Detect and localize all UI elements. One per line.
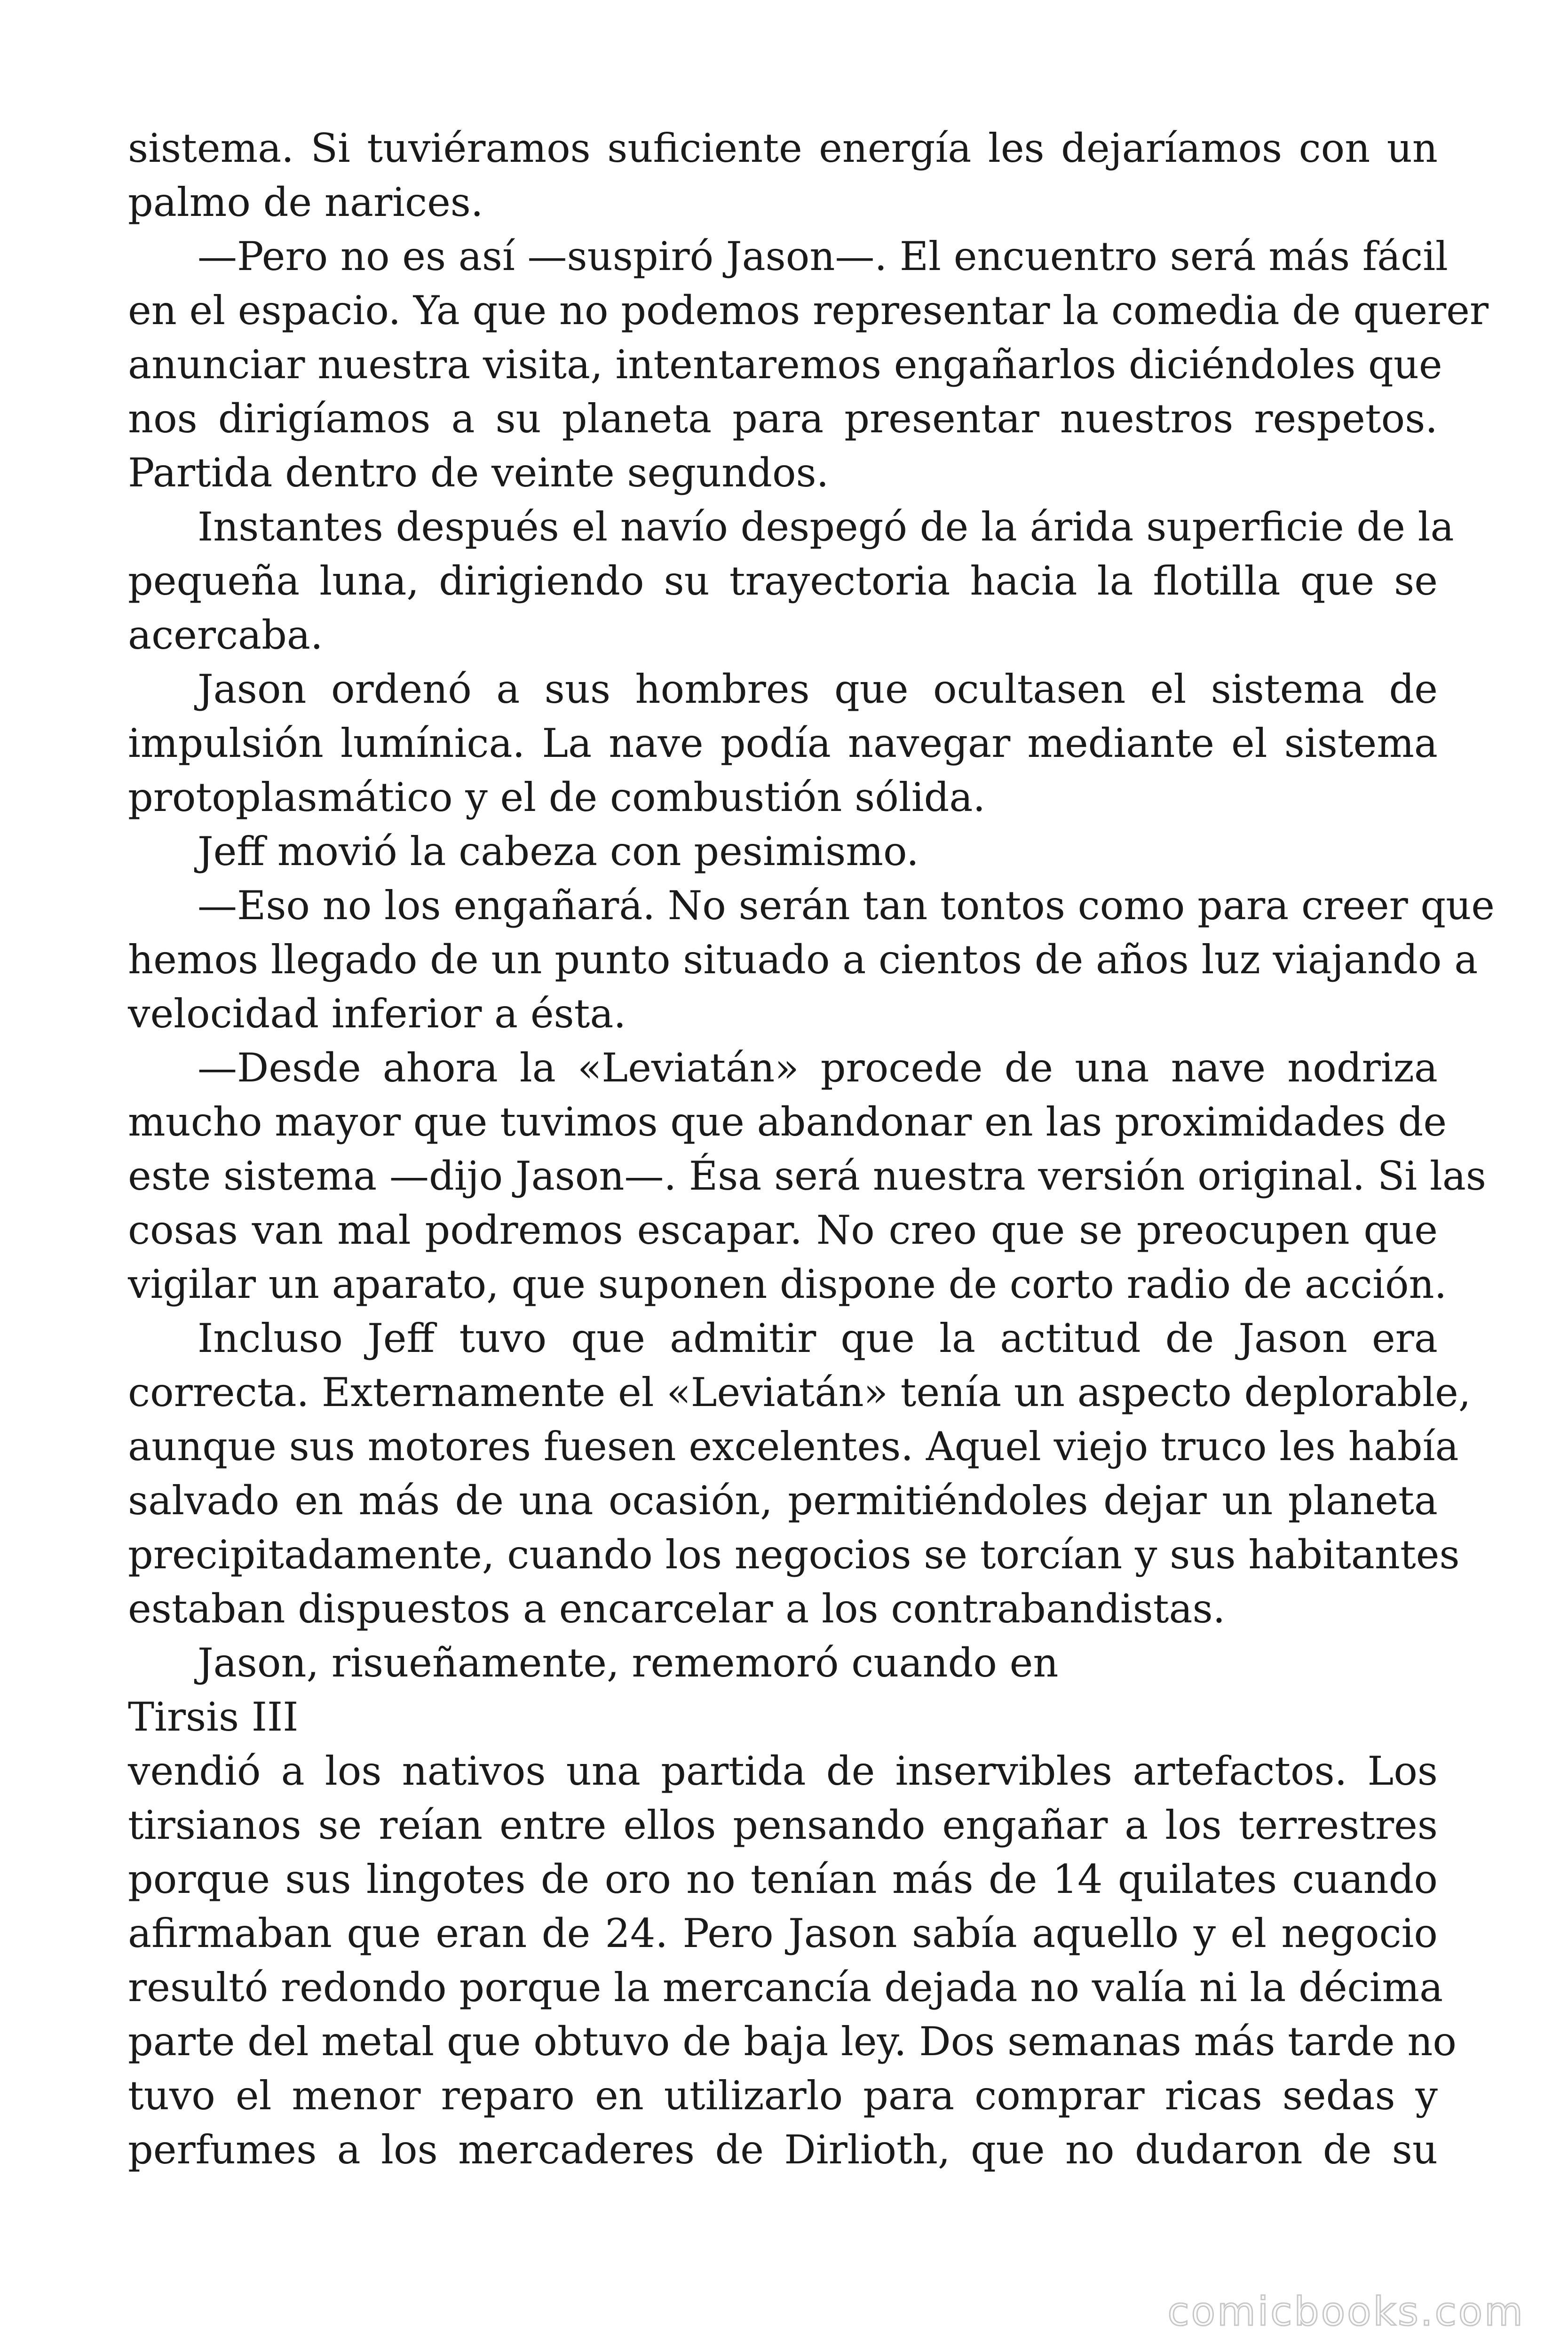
text-line: palmo de narices. [128, 179, 483, 225]
text-line: salvado en más de una ocasión, permitiéndoles dejar un planeta [128, 1478, 1438, 1524]
text-line: —Pero no es así —suspiró Jason—. El encuentro será más fácil [198, 233, 1448, 279]
text-line: protoplasmático y el de combustión sólida. [128, 774, 986, 820]
text-line: velocidad inferior a ésta. [128, 991, 626, 1037]
text-line: Incluso Jeff tuvo que admitir que la actitud de Jason era [198, 1315, 1438, 1361]
text-line: precipitadamente, cuando los negocios se torcían y sus habitantes [128, 1532, 1460, 1578]
text-line: vigilar un aparato, que suponen dispone de corto radio de acción. [128, 1261, 1447, 1307]
text-line: hemos llegado de un punto situado a cientos de años luz viajando a [128, 937, 1478, 983]
text-line: Partida dentro de veinte segundos. [128, 450, 829, 496]
text-line: resultó redondo porque la mercancía dejada no valía ni la décima [128, 1964, 1443, 2010]
text-line: correcta. Externamente el «Leviatán» tenía un aspecto deplorable, [128, 1369, 1471, 1415]
text-line: acercaba. [128, 612, 323, 658]
text-line: Jeff movió la cabeza con pesimismo. [198, 828, 919, 874]
text-line: porque sus lingotes de oro no tenían más de 14 quilates cuando [128, 1856, 1438, 1902]
text-line: sistema. Si tuviéramos suficiente energía les dejaríamos con un [128, 125, 1438, 171]
page-body [128, 121, 1495, 2177]
text-line: —Desde ahora la «Leviatán» procede de una nave nodriza [198, 1045, 1438, 1091]
text-line: nos dirigíamos a su planeta para presentar nuestros respetos. [128, 396, 1438, 442]
text-line: perfumes a los mercaderes de Dirlioth, que no dudaron de su [128, 2127, 1438, 2173]
text-line: Instantes después el navío despegó de la árida superficie de la [198, 504, 1454, 550]
text-line: Jason, risueñamente, rememoró cuando en [198, 1640, 1059, 1686]
text-line: impulsión lumínica. La nave podía navegar mediante el sistema [128, 720, 1438, 766]
text-line: vendió a los nativos una partida de inservibles artefactos. Los [128, 1748, 1438, 1794]
text-line: tuvo el menor reparo en utilizarlo para comprar ricas sedas y [128, 2073, 1438, 2119]
text-line: parte del metal que obtuvo de baja ley. Dos semanas más tarde no [128, 2018, 1457, 2065]
text-line: este sistema —dijo Jason—. Ésa será nuestra versión original. Si las [128, 1153, 1487, 1199]
text-line: —Eso no los engañará. No serán tan tontos como para creer que [198, 882, 1495, 929]
text-line: Jason ordenó a sus hombres que ocultasen el sistema de [198, 666, 1438, 712]
text-line: Tirsis III [128, 1694, 299, 1740]
watermark: comicbooks.com [1167, 2288, 1525, 2335]
text-line: anunciar nuestra visita, intentaremos engañarlos diciéndoles que [128, 342, 1442, 388]
text-line: tirsianos se reían entre ellos pensando engañar a los terrestres [128, 1802, 1438, 1848]
text-line: aunque sus motores fuesen excelentes. Aquel viejo truco les había [128, 1423, 1459, 1470]
text-line: cosas van mal podremos escapar. No creo que se preocupen que [128, 1207, 1438, 1253]
text-line: pequeña luna, dirigiendo su trayectoria hacia la flotilla que se [128, 558, 1438, 604]
text-line: afirmaban que eran de 24. Pero Jason sabía aquello y el negocio [128, 1910, 1438, 1956]
text-line: estaban dispuestos a encarcelar a los contrabandistas. [128, 1586, 1226, 1632]
text-line: en el espacio. Ya que no podemos representar la comedia de querer [128, 287, 1489, 334]
text-line: mucho mayor que tuvimos que abandonar en las proximidades de [128, 1099, 1447, 1145]
